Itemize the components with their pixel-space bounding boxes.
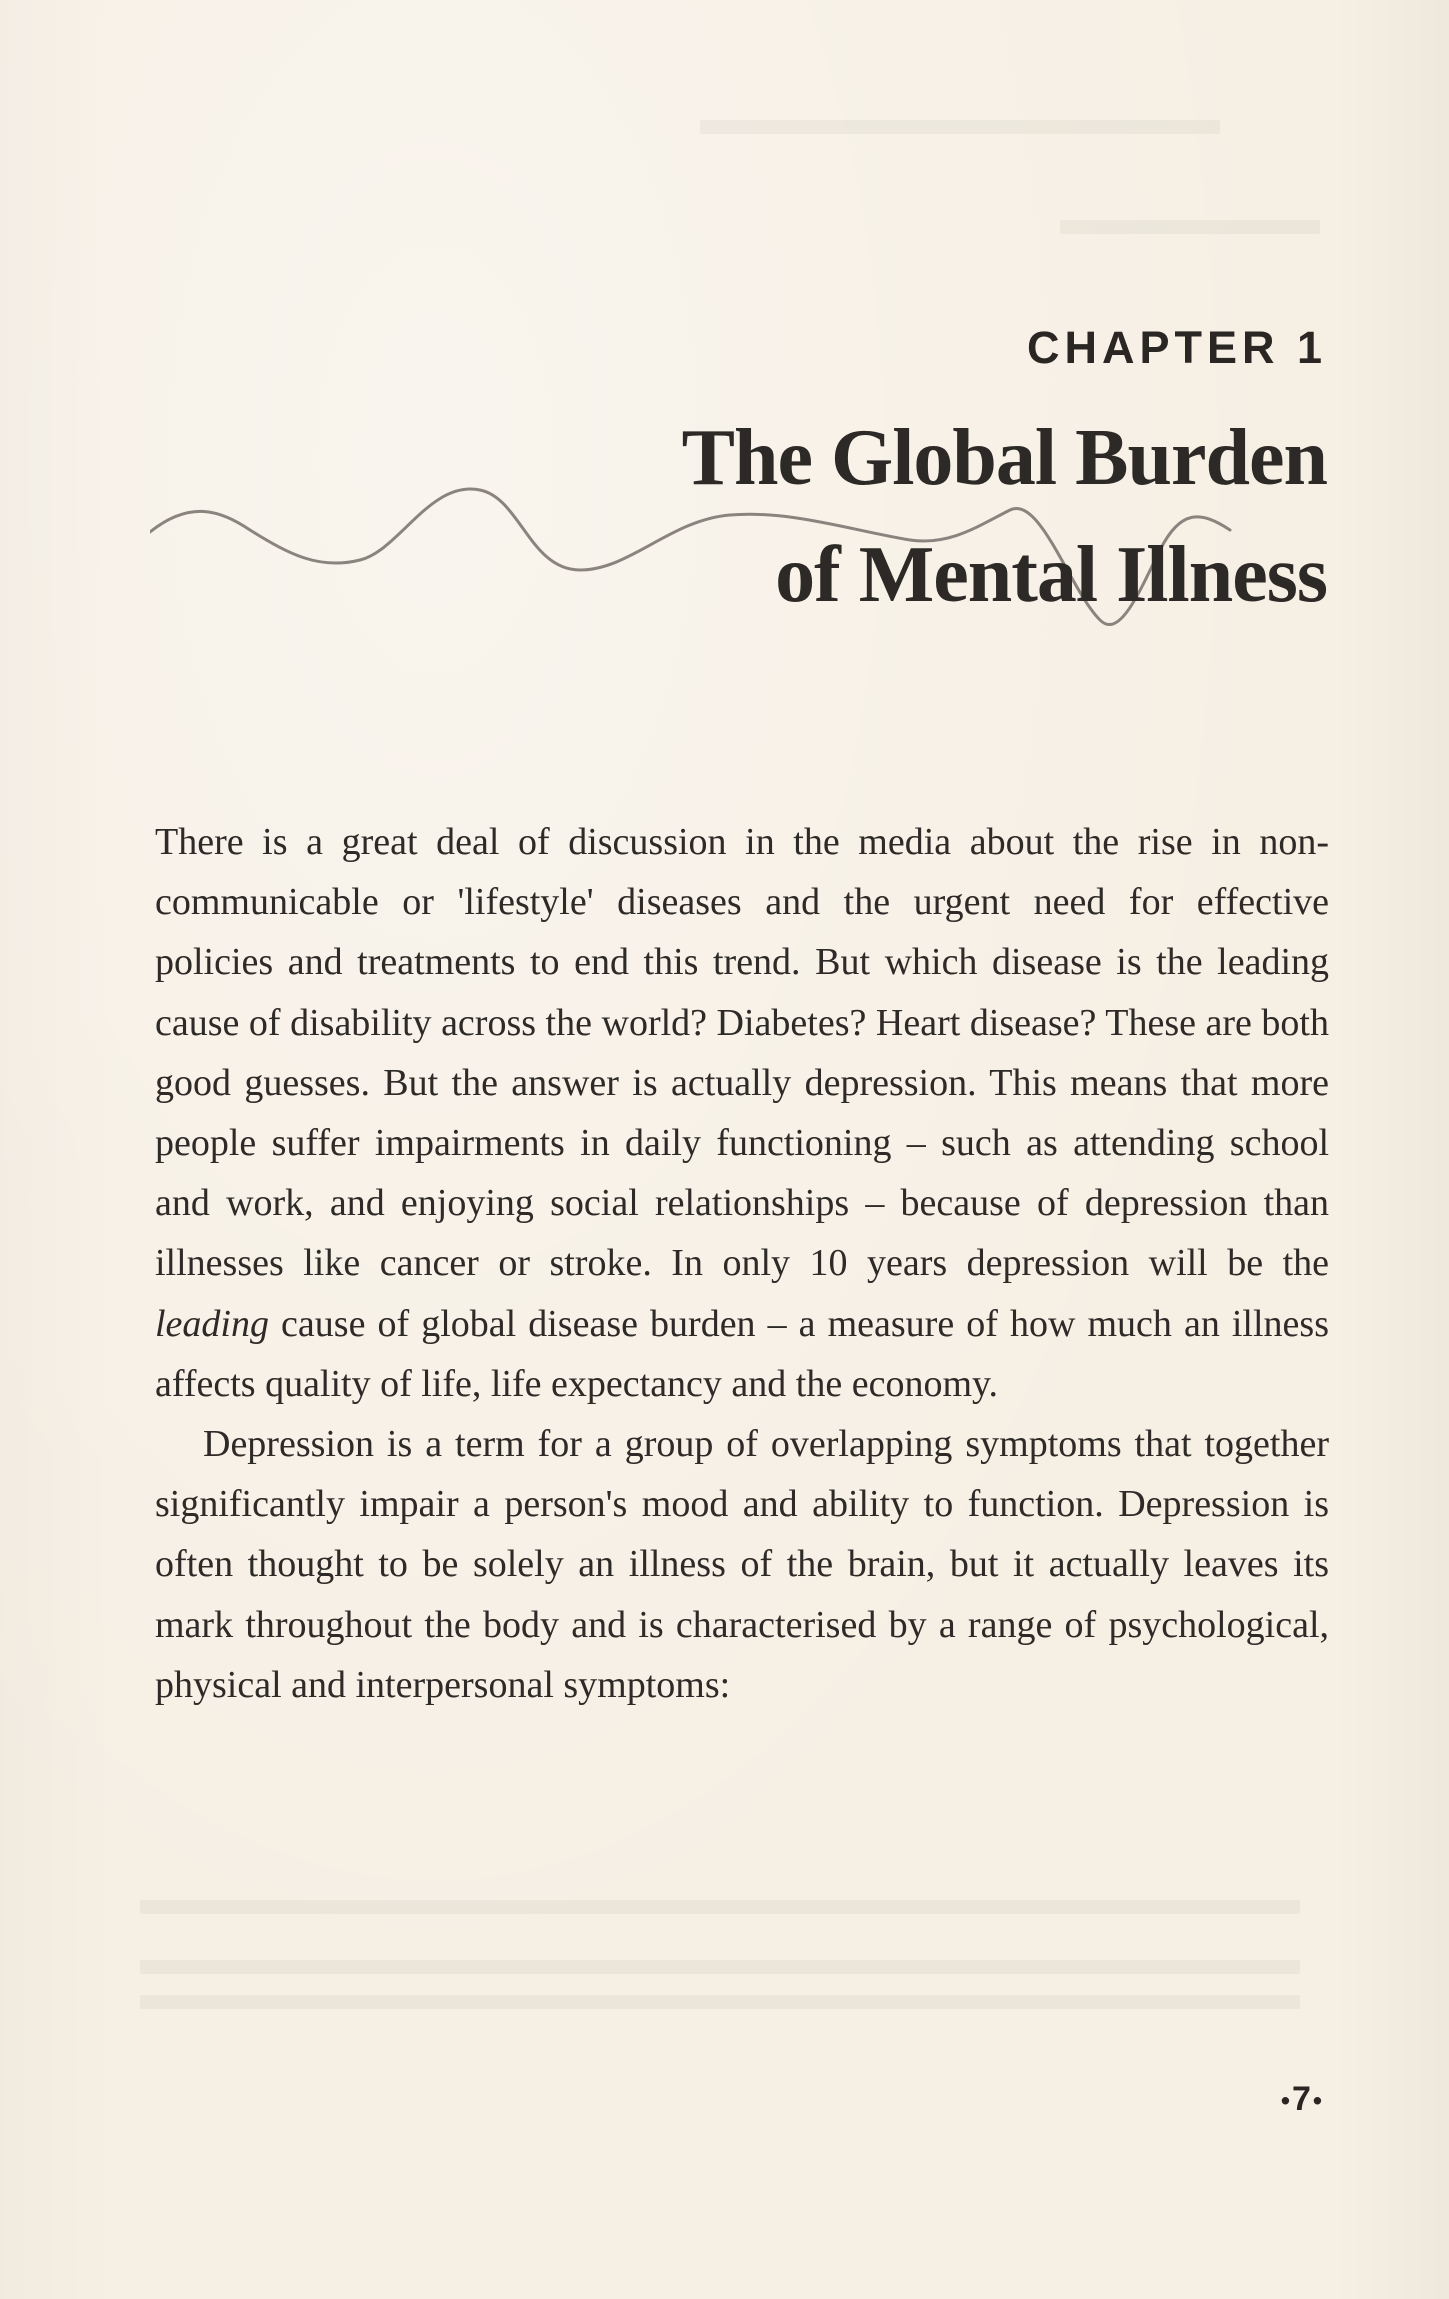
bullet-icon: • (1312, 2085, 1324, 2116)
show-through-mark (1060, 220, 1320, 234)
show-through-mark (140, 1995, 1300, 2009)
chapter-title-line-2: of Mental Illness (775, 531, 1327, 619)
paragraph-1-text-b: cause of global disease burden – a measure of how much an illness affects quality of life, life expectancy and the economy. (155, 1302, 1329, 1405)
body-text (155, 812, 1329, 1715)
page-number-value: 7 (1291, 2080, 1313, 2118)
show-through-mark (140, 1960, 1300, 1974)
paragraph-2: Depression is a term for a group of overlapping symptoms that together significantly impair a person's mood and ability to function. Depression is often thought to be solely an illness of the brain, but it actually leaves its mark throughout the body and is characterised by a range of psychological, physical and interpersonal symptoms: (155, 1423, 1329, 1706)
chapter-title-line-1: The Global Burden (681, 414, 1327, 502)
emphasis-leading: leading (155, 1302, 269, 1345)
show-through-mark (140, 1900, 1300, 1914)
paragraph-1-text-a: There is a great deal of discussion in the media about the rise in non-communicable or 'lifestyle' diseases and the urgent need for effective policies and treatments to end this trend. But which disease is the leading cause of disability across the world? Diabetes? Heart disease? These are both good guesses. But the answer is actually depression. This means that more people suffer impairments in daily functioning – such as attending school and work, and enjoying social relationships – because of depression than illnesses like cancer or stroke. In only 10 years depression will be the (155, 821, 1329, 1285)
bullet-icon: • (1280, 2085, 1292, 2116)
chapter-label: CHAPTER 1 (1026, 322, 1327, 373)
show-through-mark (700, 120, 1220, 134)
paragraph-1 (155, 812, 1329, 1414)
page-number (1281, 2080, 1324, 2119)
